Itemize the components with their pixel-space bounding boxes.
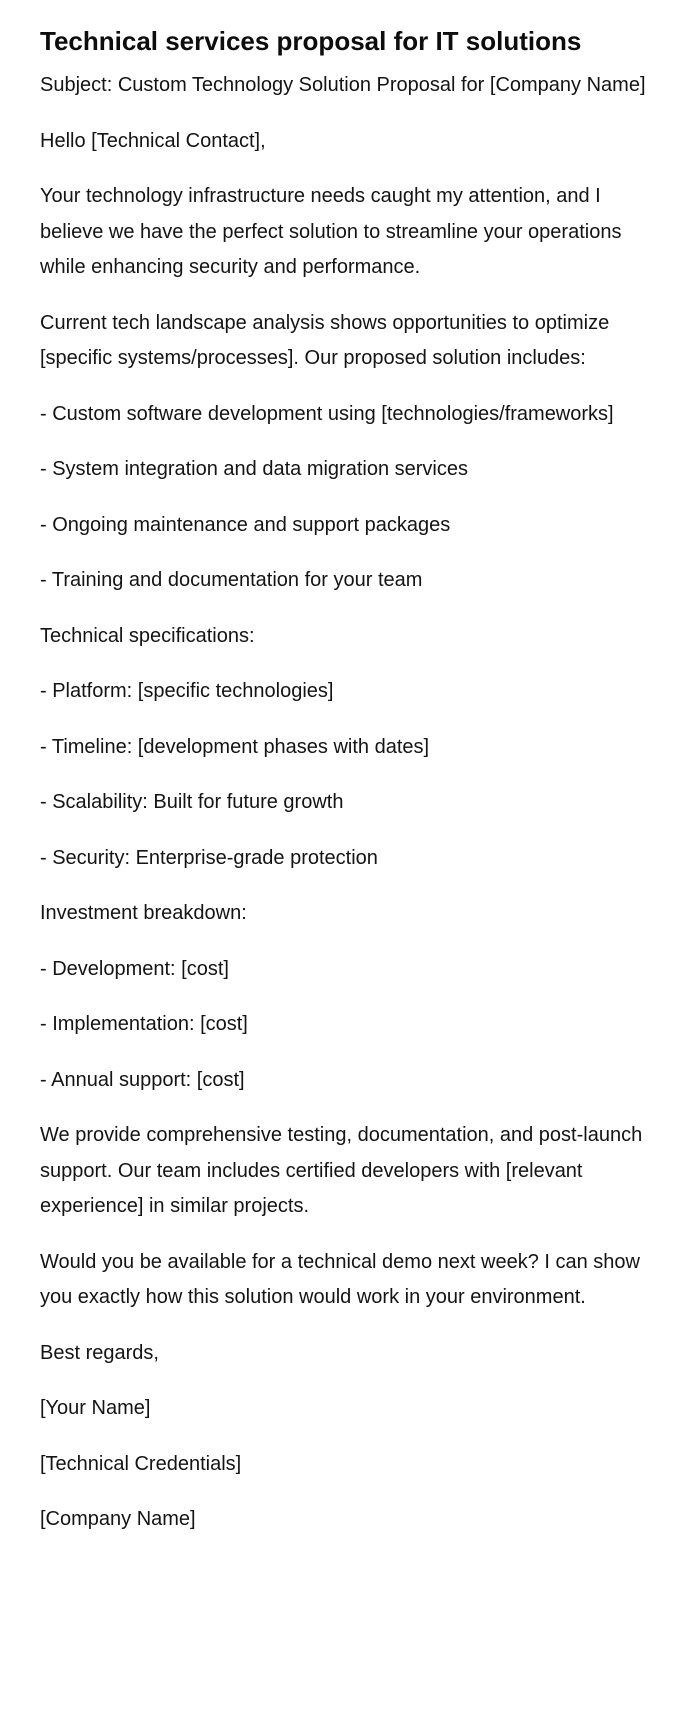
investment-item: - Development: [cost]	[40, 957, 229, 980]
spec-item: - Scalability: Built for future growth	[40, 791, 344, 813]
solution-item: - Custom software development using [technologies/frameworks]	[40, 402, 614, 425]
support-paragraph: We provide comprehensive testing, documentation, and post-launch support. Our team includes certified developers with [relevant experience] in similar projects.	[40, 1124, 643, 1217]
intro-paragraph: Your technology infrastructure needs caught my attention, and I believe we have the perfect solution to streamline your operations while enhancing security and performance.	[40, 185, 622, 278]
solution-item: - Training and documentation for your team	[40, 569, 423, 591]
investment-heading: Investment breakdown:	[40, 902, 247, 924]
signature-name: [Your Name]	[40, 1397, 151, 1419]
document-title: Technical services proposal for IT solutions	[40, 26, 582, 56]
signature-company: [Company Name]	[40, 1508, 196, 1530]
investment-item: - Implementation: [cost]	[40, 1013, 248, 1035]
document-body	[40, 68, 660, 1538]
spec-item: - Platform: [specific technologies]	[40, 680, 334, 702]
spec-item: - Timeline: [development phases with dates]	[40, 735, 430, 758]
analysis-paragraph: Current tech landscape analysis shows opportunities to optimize [specific systems/processes]. Our proposed solution includes:	[40, 311, 610, 369]
demo-request-paragraph: Would you be available for a technical demo next week? I can show you exactly how this solution would work in your environment.	[40, 1250, 640, 1308]
subject-line: Subject: Custom Technology Solution Proposal for [Company Name]	[40, 74, 646, 96]
investment-item: - Annual support: [cost]	[40, 1068, 245, 1091]
greeting: Hello [Technical Contact],	[40, 129, 266, 152]
specs-heading: Technical specifications:	[40, 624, 255, 647]
sign-off: Best regards,	[40, 1341, 159, 1364]
signature-credentials: [Technical Credentials]	[40, 1452, 242, 1475]
solution-item: - Ongoing maintenance and support packages	[40, 513, 451, 536]
spec-item: - Security: Enterprise-grade protection	[40, 846, 378, 869]
solution-item: - System integration and data migration services	[40, 458, 468, 480]
